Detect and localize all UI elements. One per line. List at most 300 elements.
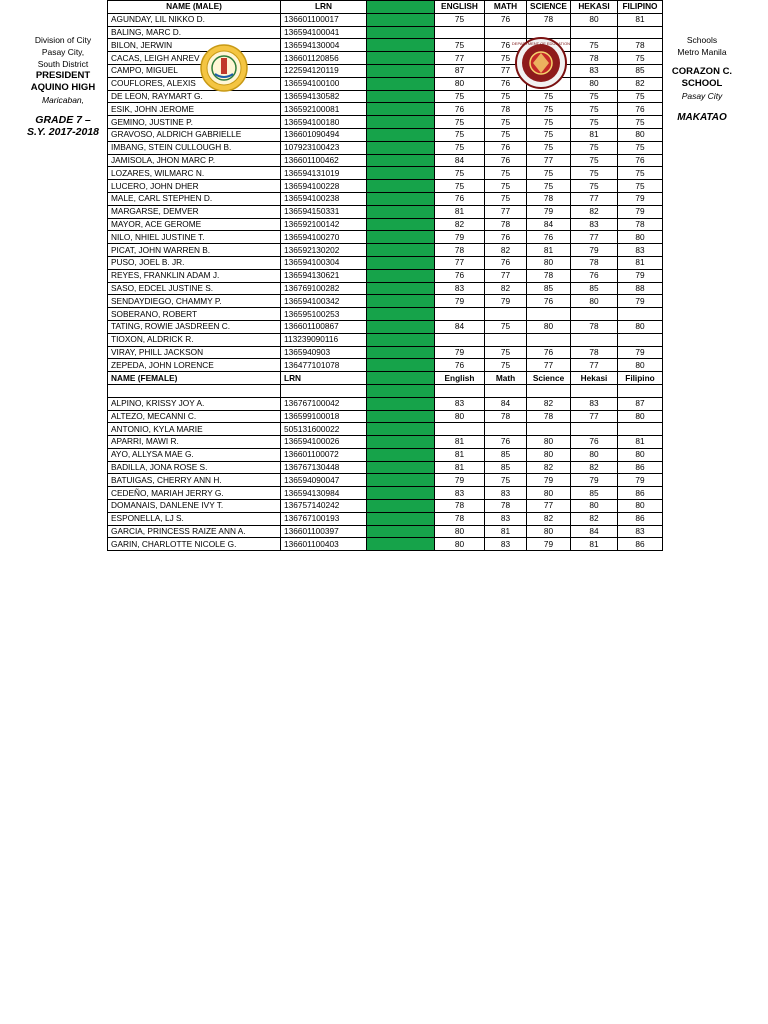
- science-cell: 77: [527, 500, 571, 513]
- lrn-cell: 136757140242: [281, 500, 367, 513]
- math-cell: 76: [485, 436, 527, 449]
- table-row: [108, 512, 663, 525]
- grade-line: GRADE 7 –: [35, 114, 91, 126]
- filipino-cell: 79: [618, 474, 663, 487]
- table-header-row: [108, 1, 663, 14]
- name-cell: NILO, NHIEL JUSTINE T.: [108, 231, 281, 244]
- header-lrn-cell: LRN: [281, 372, 367, 385]
- header-math-cell: MATH: [485, 1, 527, 14]
- name-cell: GRAVOSO, ALDRICH GABRIELLE: [108, 128, 281, 141]
- lrn-cell: 136601090494: [281, 128, 367, 141]
- status-cell: [367, 333, 435, 346]
- header-english-cell: English: [435, 372, 485, 385]
- status-cell: [367, 103, 435, 116]
- location-line: Maricaban,: [41, 95, 85, 105]
- science-cell: [527, 423, 571, 436]
- table-row: [108, 256, 663, 269]
- hekasi-cell: 83: [571, 64, 618, 77]
- name-cell: SASO, EDCEL JUSTINE S.: [108, 282, 281, 295]
- name-cell: ALTEZO, MECANNI C.: [108, 410, 281, 423]
- filipino-cell: 76: [618, 154, 663, 167]
- english-cell: 77: [435, 52, 485, 65]
- lrn-cell: 136592100142: [281, 218, 367, 231]
- status-cell: [367, 116, 435, 129]
- status-cell: [367, 359, 435, 372]
- filipino-cell: 75: [618, 52, 663, 65]
- filipino-cell: 86: [618, 538, 663, 551]
- name-cell: PICAT, JOHN WARREN B.: [108, 244, 281, 257]
- name-cell: TIOXON, ALDRICK R.: [108, 333, 281, 346]
- division-line-2: Pasay City,: [41, 47, 85, 57]
- math-cell: 82: [485, 282, 527, 295]
- grade-label: [20, 114, 106, 138]
- name-cell: [108, 384, 281, 397]
- english-cell: 83: [435, 397, 485, 410]
- name-cell: IMBANG, STEIN CULLOUGH B.: [108, 141, 281, 154]
- lrn-cell: 136594090047: [281, 474, 367, 487]
- lrn-cell: 136601100397: [281, 525, 367, 538]
- filipino-cell: 79: [618, 346, 663, 359]
- english-cell: 87: [435, 64, 485, 77]
- status-cell: [367, 218, 435, 231]
- english-cell: 80: [435, 538, 485, 551]
- school-year-line: S.Y. 2017-2018: [26, 126, 99, 138]
- hekasi-cell: 80: [571, 77, 618, 90]
- filipino-cell: 75: [618, 167, 663, 180]
- table-row: [108, 500, 663, 513]
- lrn-cell: 136767130448: [281, 461, 367, 474]
- science-cell: 76: [527, 346, 571, 359]
- motto-label: MAKATAO: [677, 112, 727, 123]
- english-cell: 79: [435, 474, 485, 487]
- name-cell: MAYOR, ACE GEROME: [108, 218, 281, 231]
- status-cell: [367, 180, 435, 193]
- hekasi-cell: 77: [571, 231, 618, 244]
- english-cell: 76: [435, 359, 485, 372]
- hekasi-cell: 75: [571, 154, 618, 167]
- status-cell: [367, 269, 435, 282]
- status-cell: [367, 487, 435, 500]
- english-cell: [435, 308, 485, 321]
- math-cell: 75: [485, 180, 527, 193]
- filipino-cell: 87: [618, 397, 663, 410]
- hekasi-cell: 76: [571, 436, 618, 449]
- science-cell: 81: [527, 244, 571, 257]
- table-row: [108, 448, 663, 461]
- status-cell: [367, 205, 435, 218]
- name-cell: LOZARES, WILMARC N.: [108, 167, 281, 180]
- english-cell: 79: [435, 231, 485, 244]
- table-row: [108, 39, 663, 52]
- table-row: [108, 192, 663, 205]
- english-cell: 80: [435, 525, 485, 538]
- filipino-cell: 76: [618, 103, 663, 116]
- filipino-cell: 86: [618, 461, 663, 474]
- lrn-cell: 136477101078: [281, 359, 367, 372]
- hekasi-cell: 78: [571, 346, 618, 359]
- math-cell: 78: [485, 500, 527, 513]
- header-science-cell: Science: [527, 372, 571, 385]
- hekasi-cell: 80: [571, 295, 618, 308]
- table-row: [108, 52, 663, 65]
- lrn-cell: 136594100041: [281, 26, 367, 39]
- hekasi-cell: 75: [571, 90, 618, 103]
- science-cell: 75: [527, 167, 571, 180]
- filipino-cell: 80: [618, 500, 663, 513]
- math-cell: 78: [485, 218, 527, 231]
- district-line: South District: [37, 59, 89, 69]
- table-row: [108, 167, 663, 180]
- lrn-cell: 136599100018: [281, 410, 367, 423]
- science-cell: 85: [527, 282, 571, 295]
- filipino-cell: 82: [618, 77, 663, 90]
- schools-line: Schools: [686, 35, 718, 45]
- table-row: [108, 282, 663, 295]
- filipino-cell: 81: [618, 256, 663, 269]
- table-row: [108, 231, 663, 244]
- filipino-cell: 75: [618, 180, 663, 193]
- science-cell: [527, 333, 571, 346]
- english-cell: 75: [435, 128, 485, 141]
- table-row: [108, 333, 663, 346]
- name-cell: APARRI, MAWI R.: [108, 436, 281, 449]
- status-cell: [367, 346, 435, 359]
- lrn-cell: 136594130004: [281, 39, 367, 52]
- english-cell: 79: [435, 295, 485, 308]
- lrn-cell: 136601100072: [281, 448, 367, 461]
- status-cell: [367, 410, 435, 423]
- filipino-cell: 80: [618, 231, 663, 244]
- english-cell: 84: [435, 154, 485, 167]
- math-cell: 78: [485, 410, 527, 423]
- header-hekasi-cell: Hekasi: [571, 372, 618, 385]
- name-cell: BATUIGAS, CHERRY ANN H.: [108, 474, 281, 487]
- math-cell: 75: [485, 128, 527, 141]
- science-cell: 80: [527, 448, 571, 461]
- math-cell: [485, 423, 527, 436]
- math-cell: 84: [485, 397, 527, 410]
- status-cell: [367, 423, 435, 436]
- filipino-cell: 80: [618, 448, 663, 461]
- table-row: [108, 397, 663, 410]
- math-cell: 75: [485, 320, 527, 333]
- status-cell: [367, 397, 435, 410]
- math-cell: 77: [485, 205, 527, 218]
- lrn-cell: 122594120119: [281, 64, 367, 77]
- name-cell: CEDEÑO, MARIAH JERRY G.: [108, 487, 281, 500]
- lrn-cell: 136594100100: [281, 77, 367, 90]
- science-cell: 80: [527, 256, 571, 269]
- hekasi-cell: [571, 423, 618, 436]
- math-cell: 76: [485, 77, 527, 90]
- hekasi-cell: [571, 26, 618, 39]
- status-cell: [367, 320, 435, 333]
- name-cell: SOBERANO, ROBERT: [108, 308, 281, 321]
- hekasi-cell: 78: [571, 320, 618, 333]
- header-hekasi-cell: HEKASI: [571, 1, 618, 14]
- table-row: [108, 474, 663, 487]
- hekasi-cell: 76: [571, 269, 618, 282]
- science-cell: 79: [527, 538, 571, 551]
- math-cell: 85: [485, 448, 527, 461]
- status-cell: [367, 39, 435, 52]
- name-cell: GARIN, CHARLOTTE NICOLE G.: [108, 538, 281, 551]
- filipino-cell: [618, 333, 663, 346]
- status-cell: [367, 500, 435, 513]
- hekasi-cell: 85: [571, 487, 618, 500]
- name-cell: AYO, ALLYSA MAE G.: [108, 448, 281, 461]
- table-row: [108, 154, 663, 167]
- status-cell: [367, 192, 435, 205]
- lrn-cell: 136592130202: [281, 244, 367, 257]
- lrn-cell: 136594130621: [281, 269, 367, 282]
- filipino-cell: 86: [618, 512, 663, 525]
- status-cell: [367, 90, 435, 103]
- table-row: [108, 436, 663, 449]
- school-name-line-1: PRESIDENT: [35, 70, 91, 81]
- science-cell: 77: [527, 154, 571, 167]
- name-cell: ZEPEDA, JOHN LORENCE: [108, 359, 281, 372]
- english-cell: 76: [435, 269, 485, 282]
- math-cell: 75: [485, 116, 527, 129]
- lrn-cell: 136594100342: [281, 295, 367, 308]
- school-info-right: [664, 34, 740, 124]
- status-cell: [367, 244, 435, 257]
- status-cell: [367, 128, 435, 141]
- english-cell: 81: [435, 461, 485, 474]
- lrn-cell: 136594130984: [281, 487, 367, 500]
- header-lrn-cell: LRN: [281, 1, 367, 14]
- hekasi-cell: 81: [571, 128, 618, 141]
- filipino-cell: 78: [618, 218, 663, 231]
- science-cell: 80: [527, 320, 571, 333]
- english-cell: 78: [435, 512, 485, 525]
- filipino-cell: 80: [618, 128, 663, 141]
- filipino-cell: 86: [618, 487, 663, 500]
- english-cell: 75: [435, 13, 485, 26]
- school-name-right-1: CORAZON C.: [671, 66, 733, 77]
- science-cell: 75: [527, 116, 571, 129]
- hekasi-cell: 79: [571, 474, 618, 487]
- grade-sheet: [107, 0, 662, 549]
- name-cell: LUCERO, JOHN DHER: [108, 180, 281, 193]
- hekasi-cell: 83: [571, 397, 618, 410]
- name-cell: COUFLORES, ALEXIS: [108, 77, 281, 90]
- science-cell: [527, 384, 571, 397]
- table-row: [108, 244, 663, 257]
- hekasi-cell: 80: [571, 500, 618, 513]
- table-row: [108, 410, 663, 423]
- hekasi-cell: 75: [571, 116, 618, 129]
- hekasi-cell: 75: [571, 39, 618, 52]
- name-cell: MARGARSE, DEMVER: [108, 205, 281, 218]
- filipino-cell: 75: [618, 116, 663, 129]
- table-row: [108, 320, 663, 333]
- hekasi-cell: 75: [571, 167, 618, 180]
- math-cell: 75: [485, 346, 527, 359]
- status-cell: [367, 308, 435, 321]
- filipino-cell: 80: [618, 320, 663, 333]
- status-cell: [367, 26, 435, 39]
- filipino-cell: [618, 423, 663, 436]
- name-cell: VIRAY, PHILL JACKSON: [108, 346, 281, 359]
- lrn-cell: 136594100228: [281, 180, 367, 193]
- math-cell: 83: [485, 512, 527, 525]
- lrn-cell: 1365940903: [281, 346, 367, 359]
- header-filipino-cell: Filipino: [618, 372, 663, 385]
- table-row: [108, 487, 663, 500]
- name-cell: BILON, JERWIN: [108, 39, 281, 52]
- status-cell: [367, 295, 435, 308]
- hekasi-cell: 80: [571, 448, 618, 461]
- filipino-cell: 81: [618, 13, 663, 26]
- filipino-cell: 79: [618, 205, 663, 218]
- hekasi-cell: 82: [571, 512, 618, 525]
- lrn-cell: 136592100081: [281, 103, 367, 116]
- math-cell: 75: [485, 167, 527, 180]
- table-row: [108, 90, 663, 103]
- english-cell: 75: [435, 116, 485, 129]
- table-row: [108, 218, 663, 231]
- header-name-cell: NAME (MALE): [108, 1, 281, 14]
- status-cell: [367, 538, 435, 551]
- english-cell: 81: [435, 448, 485, 461]
- name-cell: PUSO, JOEL B. JR.: [108, 256, 281, 269]
- seal-caption: DEPARTMENT OF EDUCATION: [511, 41, 571, 46]
- science-cell: 78: [527, 410, 571, 423]
- status-cell: [367, 512, 435, 525]
- math-cell: 76: [485, 154, 527, 167]
- school-name-right-2: SCHOOL: [681, 78, 723, 89]
- math-cell: 83: [485, 538, 527, 551]
- hekasi-cell: [571, 333, 618, 346]
- english-cell: 75: [435, 180, 485, 193]
- science-cell: 79: [527, 474, 571, 487]
- name-cell: JAMISOLA, JHON MARC P.: [108, 154, 281, 167]
- name-cell: CACAS, LEIGH ANREV: [108, 52, 281, 65]
- table-row: [108, 141, 663, 154]
- status-cell: [367, 77, 435, 90]
- science-cell: [527, 308, 571, 321]
- filipino-cell: 83: [618, 525, 663, 538]
- english-cell: 78: [435, 500, 485, 513]
- english-cell: 82: [435, 218, 485, 231]
- name-cell: GARCIA, PRINCESS RAIZE ANN A.: [108, 525, 281, 538]
- filipino-cell: [618, 384, 663, 397]
- english-cell: 83: [435, 282, 485, 295]
- english-cell: 75: [435, 39, 485, 52]
- name-cell: BADILLA, JONA ROSE S.: [108, 461, 281, 474]
- name-cell: AGUNDAY, LIL NIKKO D.: [108, 13, 281, 26]
- hekasi-cell: 82: [571, 461, 618, 474]
- filipino-cell: 83: [618, 244, 663, 257]
- header-filipino-cell: FILIPINO: [618, 1, 663, 14]
- science-cell: 75: [527, 128, 571, 141]
- math-cell: 75: [485, 90, 527, 103]
- science-cell: 82: [527, 512, 571, 525]
- math-cell: 76: [485, 231, 527, 244]
- hekasi-cell: 75: [571, 103, 618, 116]
- math-cell: 79: [485, 295, 527, 308]
- english-cell: 83: [435, 487, 485, 500]
- english-cell: 76: [435, 192, 485, 205]
- status-cell: [367, 64, 435, 77]
- math-cell: [485, 384, 527, 397]
- status-cell: [367, 474, 435, 487]
- math-cell: 75: [485, 192, 527, 205]
- table-row: [108, 205, 663, 218]
- table-row: [108, 308, 663, 321]
- science-cell: 80: [527, 525, 571, 538]
- table-row: [108, 346, 663, 359]
- filipino-cell: 80: [618, 359, 663, 372]
- hekasi-cell: 82: [571, 205, 618, 218]
- school-name-line-2: AQUINO HIGH: [30, 82, 96, 93]
- hekasi-cell: 81: [571, 538, 618, 551]
- science-cell: 75: [527, 103, 571, 116]
- lrn-cell: 505131600022: [281, 423, 367, 436]
- name-cell: ESPONELLA, LJ S.: [108, 512, 281, 525]
- filipino-cell: 85: [618, 64, 663, 77]
- science-cell: 82: [527, 461, 571, 474]
- math-cell: 75: [485, 359, 527, 372]
- status-cell: [367, 52, 435, 65]
- lrn-cell: 136594130582: [281, 90, 367, 103]
- name-cell: DE LEON, RAYMART G.: [108, 90, 281, 103]
- english-cell: [435, 423, 485, 436]
- school-seal-icon: [200, 44, 248, 92]
- name-cell: GEMINO, JUSTINE P.: [108, 116, 281, 129]
- filipino-cell: 81: [618, 436, 663, 449]
- science-cell: 75: [527, 180, 571, 193]
- math-cell: 76: [485, 39, 527, 52]
- english-cell: 76: [435, 103, 485, 116]
- math-cell: 75: [485, 52, 527, 65]
- science-cell: 75: [527, 141, 571, 154]
- lrn-cell: 136769100282: [281, 282, 367, 295]
- table-row: [108, 423, 663, 436]
- hekasi-cell: 78: [571, 256, 618, 269]
- header-name-cell: NAME (FEMALE): [108, 372, 281, 385]
- science-cell: 82: [527, 397, 571, 410]
- english-cell: 81: [435, 205, 485, 218]
- name-cell: CAMPO, MIGUEL: [108, 64, 281, 77]
- filipino-cell: 79: [618, 269, 663, 282]
- english-cell: 75: [435, 167, 485, 180]
- name-cell: SENDAYDIEGO, CHAMMY P.: [108, 295, 281, 308]
- school-info-left: [20, 34, 106, 138]
- english-cell: [435, 384, 485, 397]
- status-cell: [367, 461, 435, 474]
- header-math-cell: Math: [485, 372, 527, 385]
- region-line: Metro Manila: [677, 47, 727, 57]
- science-cell: 76: [527, 231, 571, 244]
- science-cell: 75: [527, 90, 571, 103]
- lrn-cell: 136767100193: [281, 512, 367, 525]
- lrn-cell: 136594100238: [281, 192, 367, 205]
- science-cell: 79: [527, 205, 571, 218]
- table-row: [108, 26, 663, 39]
- math-cell: 77: [485, 269, 527, 282]
- math-cell: 76: [485, 256, 527, 269]
- status-cell: [367, 525, 435, 538]
- name-cell: ESIK, JOHN JEROME: [108, 103, 281, 116]
- hekasi-cell: [571, 308, 618, 321]
- math-cell: 83: [485, 487, 527, 500]
- hekasi-cell: 78: [571, 52, 618, 65]
- math-cell: 76: [485, 141, 527, 154]
- table-row: [108, 77, 663, 90]
